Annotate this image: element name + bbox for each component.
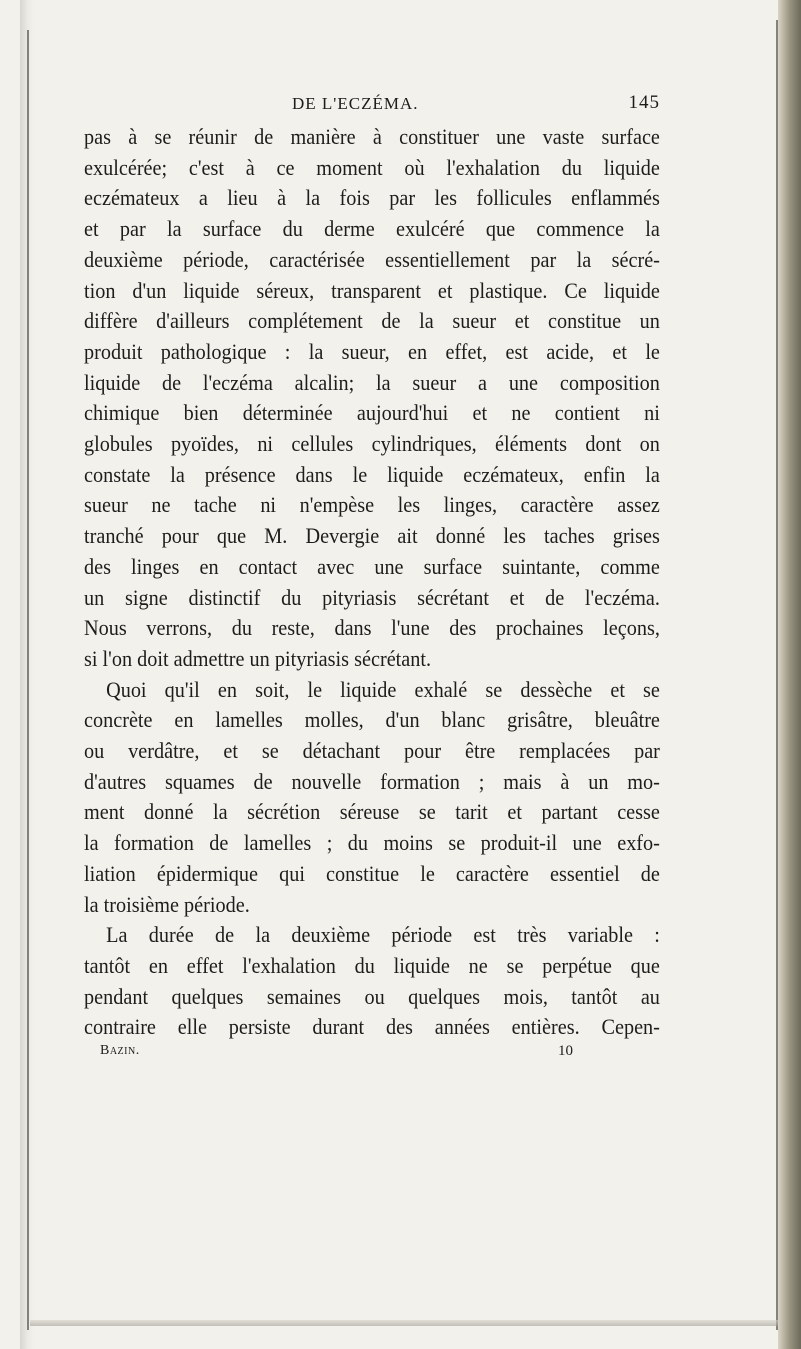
text-line: contraire elle persiste durant des années entières. Cepen-	[84, 1014, 660, 1040]
gutter-shadow-line	[27, 30, 29, 1330]
book-page	[84, 90, 660, 1065]
text-line: tranché pour que M. Devergie ait donné les taches grises	[84, 523, 660, 549]
text-line: un signe distinctif du pityriasis sécrétant et de l'eczéma.	[84, 584, 660, 610]
text-line: deuxième période, caractérisée essentiellement par la sécré-	[84, 246, 660, 272]
text-line: Nous verrons, du reste, dans l'une des prochaines leçons,	[84, 615, 660, 641]
text-line: des linges en contact avec une surface suintante, comme	[84, 553, 660, 579]
running-head	[84, 90, 660, 118]
text-line: sueur ne tache ni n'empèse les linges, caractère assez	[84, 492, 660, 518]
signature-number: 10	[558, 1043, 573, 1060]
text-line: tantôt en effet l'exhalation du liquide ne se perpétue que	[84, 952, 660, 978]
text-line: concrète en lamelles molles, d'un blanc grisâtre, bleuâtre	[84, 707, 660, 733]
text-line: ment donné la sécrétion séreuse se tarit et partant cesse	[84, 799, 660, 825]
page-edge-stack	[778, 0, 801, 1349]
running-head-title: DE L'ECZÉMA.	[292, 94, 419, 113]
text-line: diffère d'ailleurs complétement de la sueur et constitue un	[84, 308, 660, 334]
text-line: exulcérée; c'est à ce moment où l'exhalation du liquide	[84, 154, 660, 180]
text-line: chimique bien déterminée aujourd'hui et ne contient ni	[84, 400, 660, 426]
body-text	[84, 122, 660, 1043]
text-line: pendant quelques semaines ou quelques mois, tantôt au	[84, 983, 660, 1009]
page-number: 145	[628, 92, 660, 113]
text-line: tion d'un liquide séreux, transparent et plastique. Ce liquide	[84, 277, 660, 303]
text-line: si l'on doit admettre un pityriasis sécrétant.	[84, 645, 432, 671]
text-line: ou verdâtre, et se détachant pour être remplacées par	[84, 738, 660, 764]
text-line: eczémateux a lieu à la fois par les follicules enflammés	[84, 185, 660, 211]
text-line: globules pyoïdes, ni cellules cylindriques, éléments dont on	[84, 431, 660, 457]
text-line: La durée de la deuxième période est très variable :	[106, 922, 660, 948]
text-line: et par la surface du derme exulcéré que commence la	[84, 216, 660, 242]
page-footer	[84, 1043, 660, 1065]
text-line: la formation de lamelles ; du moins se produit-il une exfo-	[84, 830, 660, 856]
printer-signature: Bazin.	[100, 1043, 140, 1059]
text-line: la troisième période.	[84, 891, 250, 917]
bottom-edge-shadow	[30, 1320, 778, 1326]
text-line: liation épidermique qui constitue le caractère essentiel de	[84, 860, 660, 886]
text-line: liquide de l'eczéma alcalin; la sueur a une composition	[84, 369, 660, 395]
text-line: pas à se réunir de manière à constituer une vaste surface	[84, 124, 660, 149]
text-line: Quoi qu'il en soit, le liquide exhalé se dessèche et se	[106, 676, 660, 702]
text-line: produit pathologique : la sueur, en effet, est acide, et le	[84, 338, 660, 364]
text-line: d'autres squames de nouvelle formation ; mais à un mo-	[84, 768, 660, 794]
text-line: constate la présence dans le liquide eczémateux, enfin la	[84, 461, 660, 487]
